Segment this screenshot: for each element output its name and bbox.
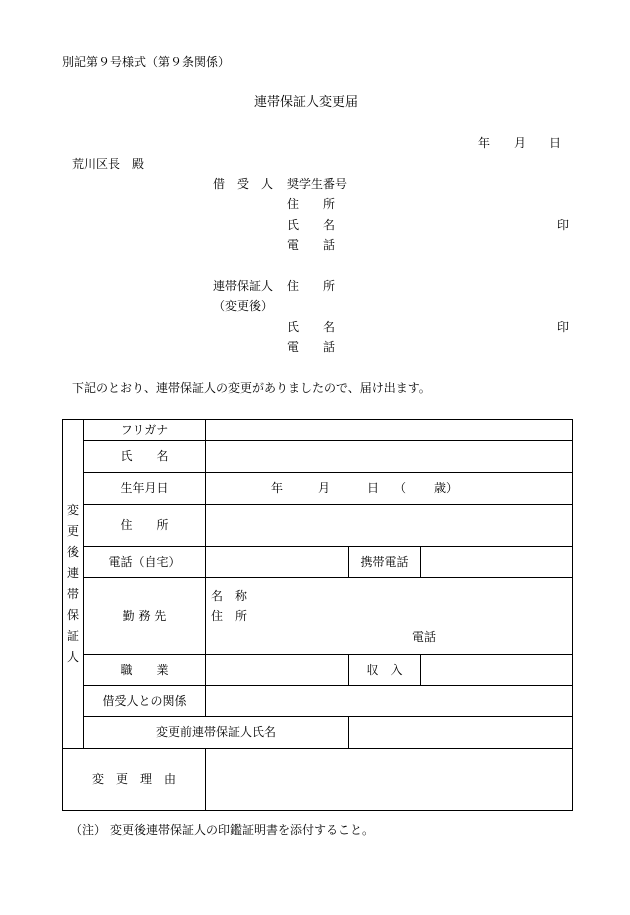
income-field[interactable] (421, 655, 573, 686)
guarantor-name-label: 氏 名 (287, 320, 336, 334)
birth-month-label: 月 (318, 480, 331, 495)
reason-field[interactable] (206, 749, 573, 811)
guarantor-role-note: （変更後） (213, 299, 274, 313)
income-label: 収 入 (349, 655, 421, 686)
applicant-name-label: 氏 名 (287, 218, 336, 232)
home-phone-label: 電話（自宅） (84, 547, 206, 578)
applicant-address-label: 住 所 (287, 197, 336, 211)
reason-label: 変 更 理 由 (63, 749, 206, 811)
note-text: 変更後連帯保証人の印鑑証明書を添付すること。 (110, 823, 375, 837)
addressee: 荒川区長 殿 (72, 157, 145, 171)
workplace-field[interactable] (206, 578, 573, 655)
relation-label: 借受人との関係 (84, 686, 206, 717)
guarantor-phone-label: 電 話 (287, 340, 336, 354)
occupation-field[interactable] (206, 655, 349, 686)
age-open-paren: （ (394, 480, 407, 495)
home-phone-field[interactable] (206, 547, 349, 578)
form-number: 別記第９号様式（第９条関係） (62, 55, 231, 69)
prev-guarantor-field[interactable] (349, 717, 573, 749)
row-birthdate (63, 473, 573, 505)
row-reason (63, 749, 573, 811)
row-occupation (63, 655, 573, 686)
birthdate-field[interactable] (206, 473, 573, 505)
mobile-phone-label: 携帯電話 (349, 547, 421, 578)
birth-year-label: 年 (271, 480, 284, 495)
birth-day-label: 日 (367, 480, 380, 495)
workplace-label: 勤 務 先 (84, 578, 206, 655)
relation-field[interactable] (206, 686, 573, 717)
guarantor-role: 連帯保証人 (213, 279, 274, 293)
workplace-address-label: 住 所 (211, 609, 248, 623)
prev-guarantor-label: 変更前連帯保証人氏名 (84, 717, 349, 749)
occupation-label: 職 業 (84, 655, 206, 686)
address-field[interactable] (206, 505, 573, 547)
guarantor-form-table (62, 419, 573, 811)
mobile-phone-field[interactable] (421, 547, 573, 578)
date-year-label: 年 (478, 136, 491, 150)
applicant-phone-label: 電 話 (287, 238, 336, 252)
name-field[interactable] (206, 441, 573, 473)
guarantor-seal-mark: 印 (557, 320, 570, 334)
row-phone (63, 547, 573, 578)
date-day-label: 日 (549, 136, 562, 150)
workplace-phone-label: 電話 (412, 630, 437, 644)
furigana-label: フリガナ (84, 420, 206, 441)
row-relation (63, 686, 573, 717)
applicant-scholar-no-label: 奨学生番号 (287, 177, 348, 191)
date-month-label: 月 (514, 136, 527, 150)
document-title: 連帯保証人変更届 (254, 95, 359, 110)
applicant-seal-mark: 印 (557, 218, 570, 232)
workplace-name-label: 名 称 (211, 589, 248, 603)
note-label: （注） (70, 823, 107, 837)
row-furigana (63, 420, 573, 441)
address-label: 住 所 (84, 505, 206, 547)
row-prev-guarantor (63, 717, 573, 749)
guarantor-address-label: 住 所 (287, 279, 336, 293)
row-workplace (63, 578, 573, 655)
side-label-after-change-guarantor: 変 更 後 連 帯 保 証 人 (63, 420, 84, 749)
intro-text: 下記のとおり、連帯保証人の変更がありましたので、届け出ます。 (72, 381, 431, 395)
name-label: 氏 名 (84, 441, 206, 473)
row-name (63, 441, 573, 473)
age-label: 歳） (434, 480, 459, 495)
furigana-field[interactable] (206, 420, 573, 441)
row-address (63, 505, 573, 547)
applicant-role: 借 受 人 (213, 177, 274, 191)
birthdate-label: 生年月日 (84, 473, 206, 505)
